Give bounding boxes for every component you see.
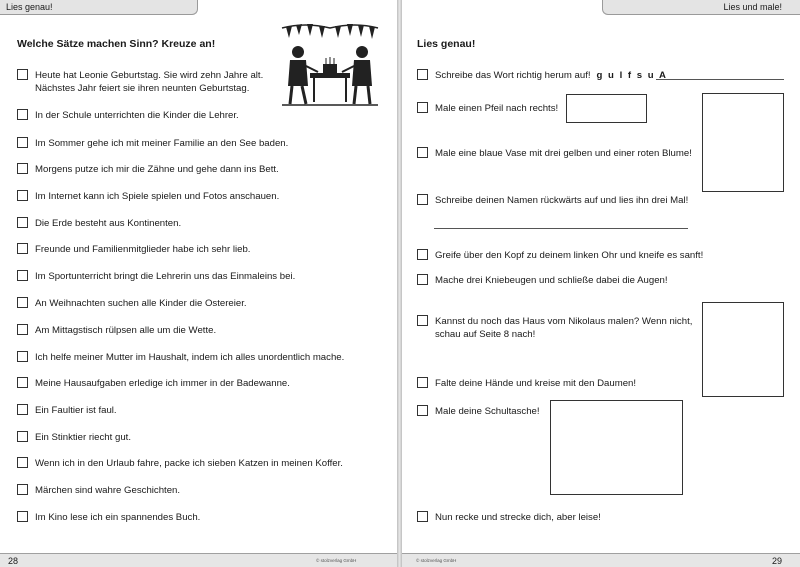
checkbox[interactable] — [17, 137, 28, 148]
task-item — [417, 249, 703, 262]
checklist-item — [17, 377, 290, 390]
checklist-item — [17, 243, 250, 256]
checklist-item — [17, 163, 279, 176]
publisher-note: © stolzverlag GmbH — [316, 558, 357, 563]
item-text: Die Erde besteht aus Kontinenten. — [35, 218, 182, 229]
checkbox[interactable] — [17, 324, 28, 335]
task-text: Kannst du noch das Haus vom Nikolaus malen? Wenn nicht, — [435, 316, 693, 327]
item-text: Im Internet kann ich Spiele spielen und Fotos anschauen. — [35, 191, 280, 202]
checkbox[interactable] — [417, 249, 428, 260]
checklist-item — [17, 137, 288, 150]
drawing-box[interactable] — [550, 400, 683, 495]
left-page — [0, 0, 397, 567]
right-page-tab: Lies und male! — [602, 0, 800, 15]
checklist-item — [17, 217, 181, 230]
task-text: Mache drei Kniebeugen und schließe dabei die Augen! — [435, 275, 668, 286]
item-text: Morgens putze ich mir die Zähne und gehe dann ins Bett. — [35, 164, 279, 175]
item-text: Heute hat Leonie Geburtstag. Sie wird zehn Jahre alt. — [35, 70, 264, 81]
item-text: Freunde und Familienmitglieder habe ich sehr lieb. — [35, 244, 251, 255]
checklist-item — [17, 457, 343, 470]
item-text: Ich helfe meiner Mutter im Haushalt, indem ich alles unordentlich mache. — [35, 352, 345, 363]
checkbox[interactable] — [17, 431, 28, 442]
checkbox[interactable] — [17, 377, 28, 388]
checklist-item — [17, 351, 344, 364]
task-item — [417, 274, 668, 287]
checkbox[interactable] — [17, 511, 28, 522]
item-text: An Weihnachten suchen alle Kinder die Ostereier. — [35, 298, 247, 309]
item-text: Wenn ich in den Urlaub fahre, packe ich sieben Katzen in meinen Koffer. — [35, 458, 343, 469]
checkbox[interactable] — [17, 270, 28, 281]
checkbox[interactable] — [17, 404, 28, 415]
task-item — [417, 69, 667, 82]
reversed-word: g u l f s u A — [596, 70, 668, 81]
page-number: 28 — [8, 556, 19, 566]
checkbox[interactable] — [17, 457, 28, 468]
checkbox[interactable] — [17, 351, 28, 362]
checkbox[interactable] — [17, 109, 28, 120]
checklist-item — [17, 404, 117, 417]
left-page-footer — [0, 553, 397, 567]
item-text: Ein Faultier ist faul. — [35, 405, 117, 416]
checkbox[interactable] — [17, 297, 28, 308]
checklist-item — [17, 190, 279, 203]
checklist-item — [17, 69, 263, 95]
item-text: Meine Hausaufgaben erledige ich immer in der Badewanne. — [35, 378, 290, 389]
item-text: Am Mittagstisch rülpsen alle um die Wette. — [35, 325, 217, 336]
checkbox[interactable] — [417, 69, 428, 80]
task-text: Falte deine Hände und kreise mit den Daumen! — [435, 378, 637, 389]
checkbox[interactable] — [417, 377, 428, 388]
task-text: Schreibe deinen Namen rückwärts auf und lies ihn drei Mal! — [435, 195, 689, 206]
task-text: Male eine blaue Vase mit drei gelben und einer roten Blume! — [435, 148, 692, 159]
task-text: Male einen Pfeil nach rechts! — [435, 103, 559, 114]
task-text: Nun recke und strecke dich, aber leise! — [435, 512, 601, 523]
checkbox[interactable] — [417, 405, 428, 416]
task-item — [417, 511, 601, 524]
checklist-item — [17, 511, 200, 524]
left-page-tab: Lies genau! — [0, 0, 198, 15]
checkbox[interactable] — [17, 69, 28, 80]
checklist-item — [17, 431, 131, 444]
item-text: Im Sportunterricht bringt die Lehrerin uns das Einmaleins bei. — [35, 271, 296, 282]
task-item — [417, 315, 692, 341]
answer-line[interactable] — [656, 79, 784, 80]
right-page-heading: Lies genau! — [417, 38, 476, 50]
checkbox[interactable] — [417, 102, 428, 113]
checklist-item — [17, 270, 295, 283]
task-item — [417, 147, 692, 160]
task-item — [417, 194, 688, 207]
publisher-note: © stolzverlag GmbH — [416, 558, 457, 563]
task-text: Greife über den Kopf zu deinem linken Ohr und kneife es sanft! — [435, 250, 704, 261]
checkbox[interactable] — [17, 190, 28, 201]
task-item — [417, 405, 540, 418]
checkbox[interactable] — [417, 315, 428, 326]
item-text: In der Schule unterrichten die Kinder die Lehrer. — [35, 110, 239, 121]
checkbox[interactable] — [17, 163, 28, 174]
checkbox[interactable] — [417, 194, 428, 205]
checkbox[interactable] — [17, 217, 28, 228]
checklist-item — [17, 109, 239, 122]
page-number: 29 — [771, 556, 782, 566]
item-text: Nächstes Jahr feiert sie ihren neunten Geburtstag. — [35, 83, 250, 94]
item-text: Ein Stinktier riecht gut. — [35, 432, 131, 443]
right-page — [402, 0, 800, 567]
birthday-party-illustration — [280, 18, 380, 108]
task-item — [417, 377, 636, 390]
checkbox[interactable] — [417, 511, 428, 522]
item-text: Im Sommer gehe ich mit meiner Familie an den See baden. — [35, 138, 289, 149]
drawing-box[interactable] — [566, 94, 647, 123]
checkbox[interactable] — [417, 147, 428, 158]
right-page-footer — [402, 553, 800, 567]
checklist-item — [17, 484, 180, 497]
item-text: Märchen sind wahre Geschichten. — [35, 485, 181, 496]
task-item — [417, 102, 558, 115]
task-text: Male deine Schultasche! — [435, 406, 540, 417]
answer-line[interactable] — [434, 228, 688, 229]
drawing-box[interactable] — [702, 93, 784, 192]
checkbox[interactable] — [17, 484, 28, 495]
task-text: schau auf Seite 8 nach! — [435, 329, 536, 340]
checklist-item — [17, 324, 216, 337]
checkbox[interactable] — [17, 243, 28, 254]
item-text: Im Kino lese ich ein spannendes Buch. — [35, 512, 201, 523]
task-text: Schreibe das Wort richtig herum auf! — [435, 70, 591, 81]
checkbox[interactable] — [417, 274, 428, 285]
drawing-box[interactable] — [702, 302, 784, 397]
left-page-heading: Welche Sätze machen Sinn? Kreuze an! — [17, 38, 216, 50]
checklist-item — [17, 297, 247, 310]
